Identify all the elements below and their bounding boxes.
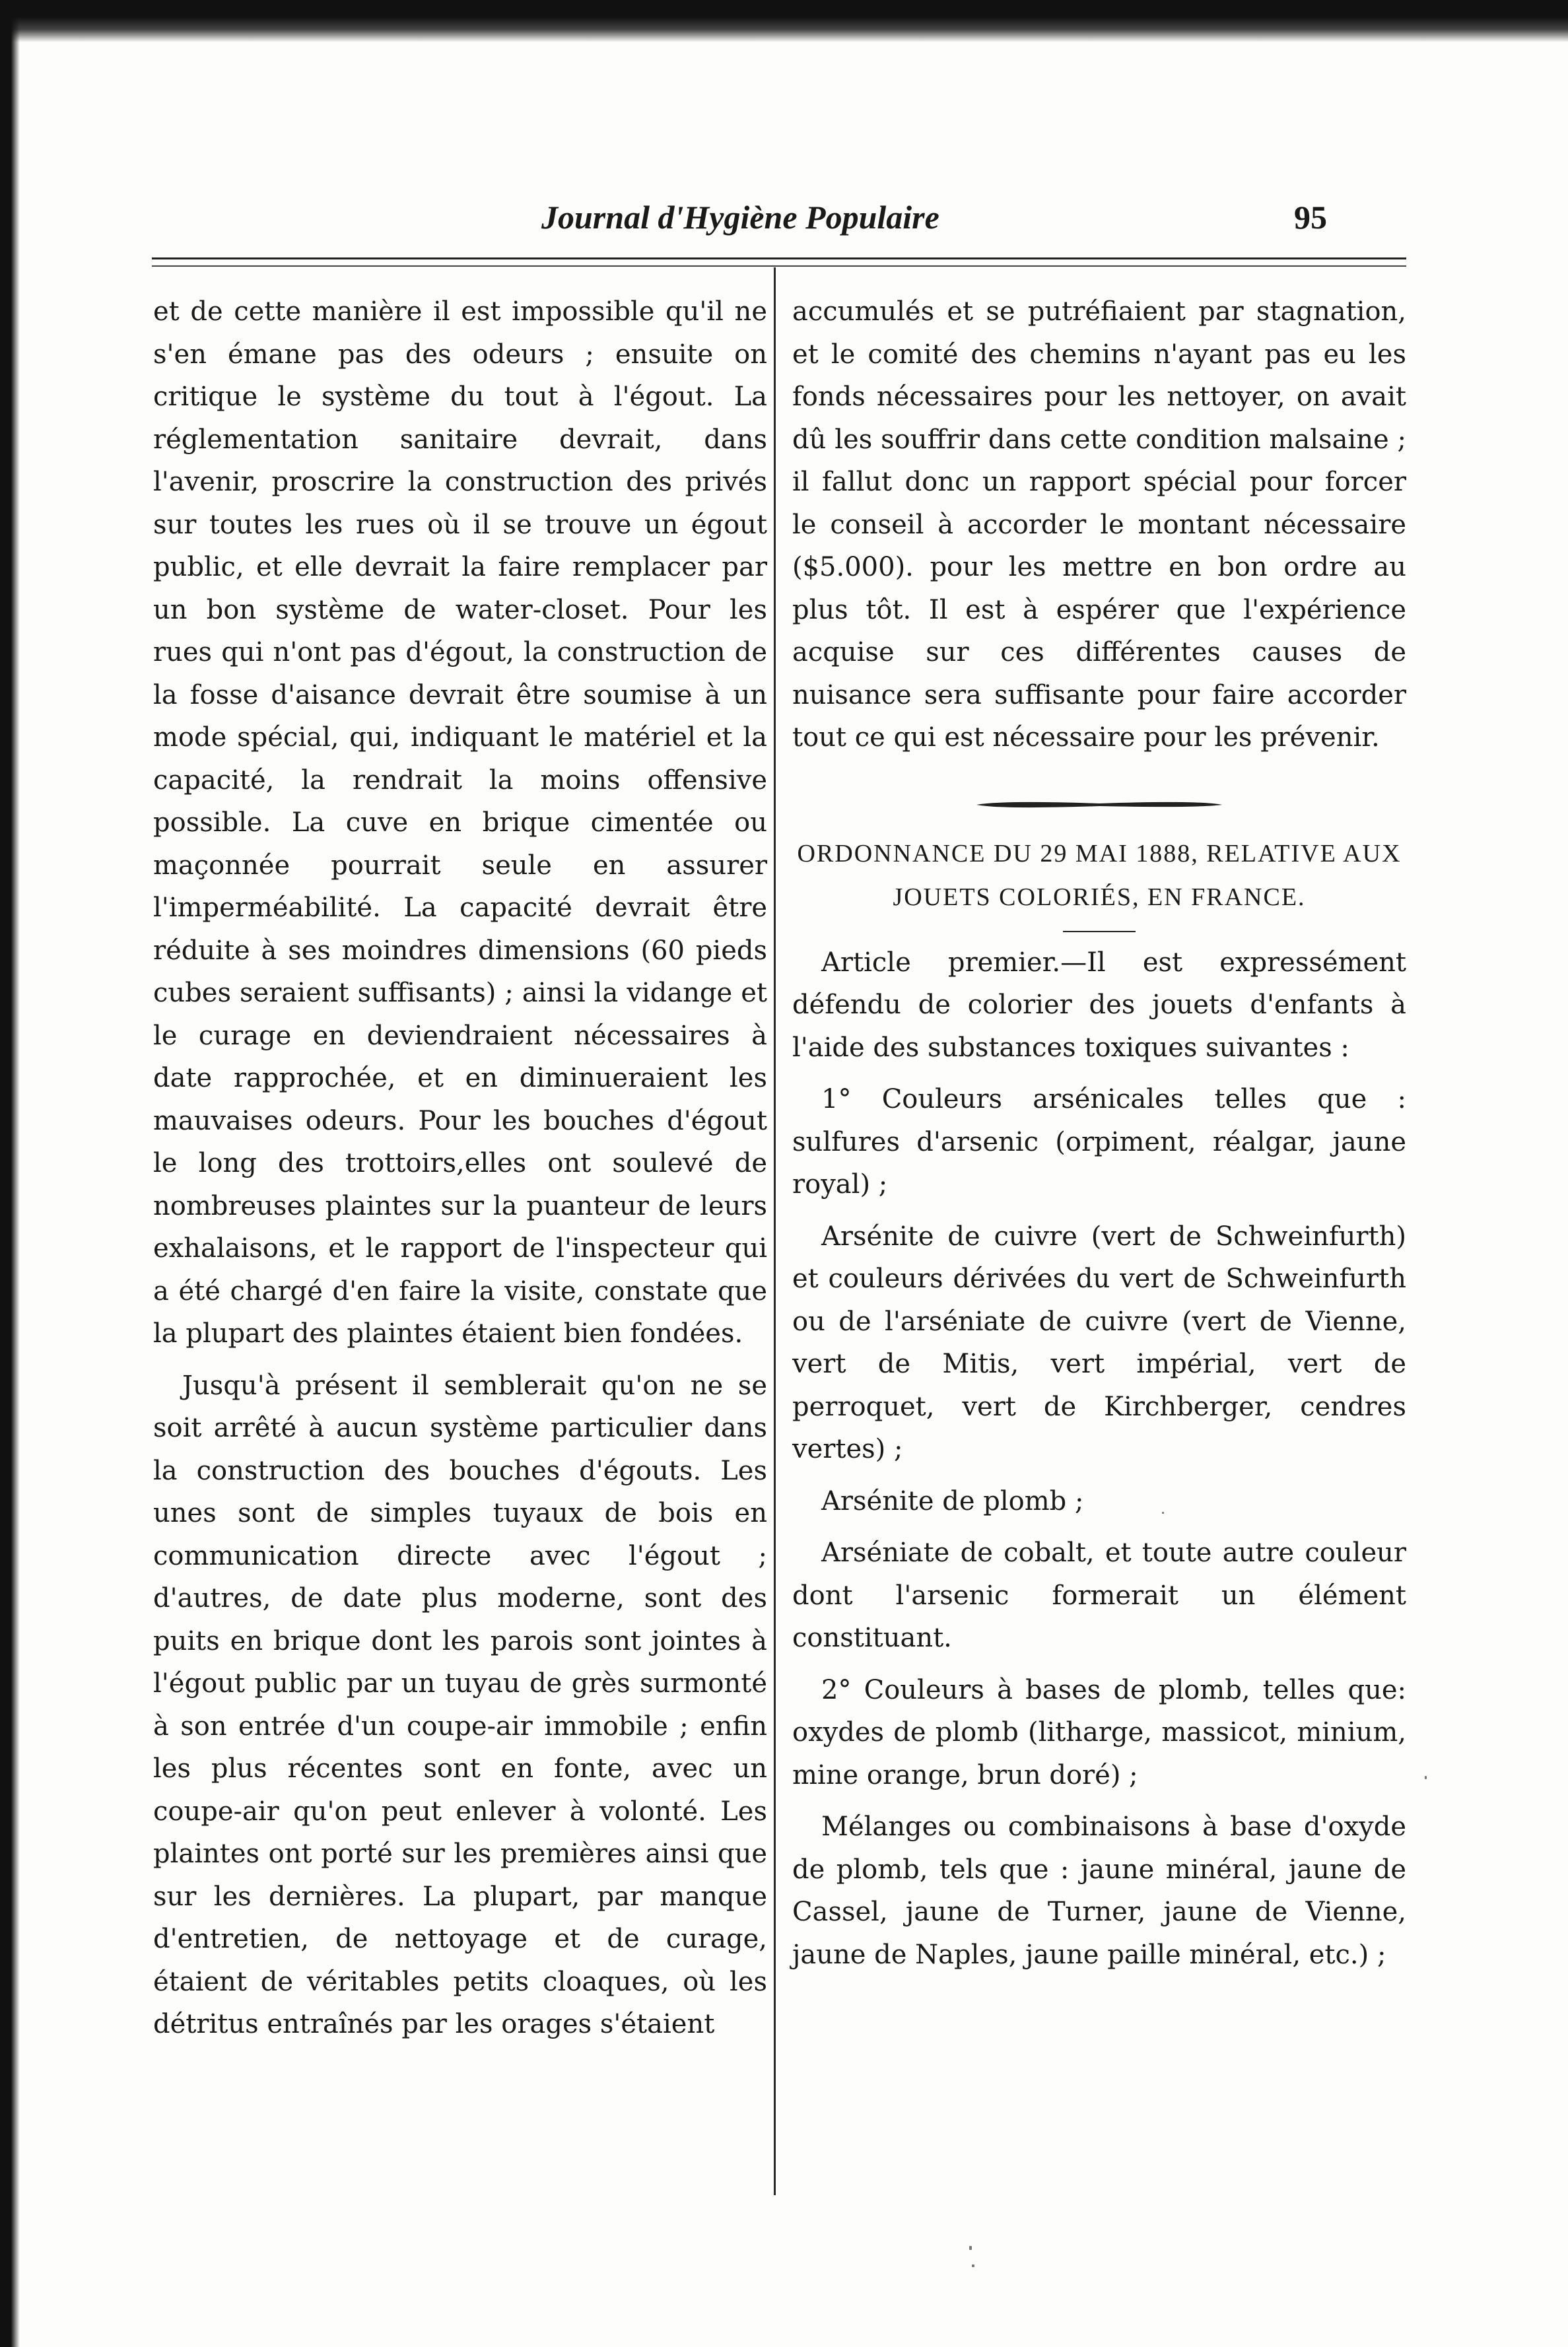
- scan-speck: [969, 2246, 972, 2250]
- right-paragraph-7: Mélanges ou combinaisons à base d'oxyde de plomb, tels que : jaune minéral, jaune de Cassel, jaune de Turner, jaune de Vienne, jaune de Naples, jaune paille minéral, etc.) ;: [792, 1812, 1406, 1970]
- right-paragraph-2: 1° Couleurs arsénicales telles que : sulfures d'arsenic (orpiment, réalgar, jaune royal) ;: [792, 1084, 1406, 1200]
- right-paragraph-1: Article premier.—Il est expressément défendu de colorier des jouets d'enfants à l'aide des substances toxiques suivantes :: [792, 947, 1406, 1063]
- scan-edge-left: [0, 0, 20, 2347]
- right-paragraph-6: 2° Couleurs à bases de plomb, telles que: oxydes de plomb (litharge, massicot, minium, mine orange, brun doré) ;: [792, 1674, 1406, 1790]
- right-column: [792, 290, 1406, 1976]
- running-title: Journal d'Hygiène Populaire: [541, 199, 939, 236]
- page-header: [0, 191, 1568, 251]
- left-paragraph-2: Jusqu'à présent il semblerait qu'on ne se soit arrêté à aucun système particulier dans la construction des bouches d'égouts. Les unes sont de simples tuyaux de bois en communication directe avec l'égout ; d'autres, de date plus moderne, sont des puits en brique dont les parois sont jointes à l'égout public par un tuyau de grès surmonté à son entrée d'un coupe-air immobile ; enfin les plus récentes sont en fonte, avec un coupe-air qu'on peut enlever à volonté. Les plaintes ont porté sur les premières ainsi que sur les dernières. La plupart, par manque d'entretien, de nettoyage et de curage, étaient de véritables petits cloaques, où les détritus entraînés par les orages s'étaient: [153, 1370, 767, 2039]
- scan-speck: [1425, 1776, 1427, 1779]
- title-rule: [1063, 931, 1136, 932]
- left-paragraph-1: et de cette manière il est impossible qu'il ne s'en émane pas des odeurs ; ensuite on critique le système du tout à l'égout. La réglementation sanitaire devrait, dans l'avenir, proscrire la construction des privés sur toutes les rues où il se trouve un égout public, et elle devrait la faire remplacer par un bon système de water-closet. Pour les rues qui n'ont pas d'égout, la construction de la fosse d'aisance devrait être soumise à un mode spécial, qui, indiquant le matériel et la capacité, la rendrait la moins offensive possible. La cuve en brique cimentée ou maçonnée pourrait seule en assurer l'imperméabilité. La capacité devrait être réduite à ses moindres dimensions (60 pieds cubes seraient suffisants) ; ainsi la vidange et le curage en deviendraient nécessaires à date rapprochée, et en diminueraient les mauvaises odeurs. Pour les bouches d'égout le long des trottoirs,elles ont soulevé de nombreuses plaintes sur la puanteur de leurs exhalaisons, et le rapport de l'inspecteur qui a été chargé d'en faire la visite, constate que la plupart des plaintes étaient bien fondées.: [153, 296, 767, 1349]
- ornament-rule-icon: [974, 798, 1225, 812]
- scan-speck: [972, 2264, 974, 2267]
- section-ornament: [792, 798, 1406, 812]
- column-divider: [774, 267, 776, 2195]
- continuation-paragraph: accumulés et se putréfiaient par stagnation, et le comité des chemins n'ayant pas eu les fonds nécessaires pour les nettoyer, on avait dû les souffrir dans cette condition malsaine ; il fallut donc un rapport spécial pour forcer le conseil à accorder le montant nécessaire ($5.000). pour les mettre en bon ordre au plus tôt. Il est à espérer que l'expérience acquise sur ces différentes causes de nuisance sera suffisante pour faire accorder tout ce qui est nécessaire pour les prévenir.: [792, 296, 1406, 753]
- page-number: 95: [1294, 199, 1327, 236]
- right-paragraph-5: Arséniate de cobalt, et toute autre couleur dont l'arsenic formerait un élément constituant.: [792, 1538, 1406, 1653]
- right-paragraph-3: Arsénite de cuivre (vert de Schweinfurth) et couleurs dérivées du vert de Schweinfurth ou de l'arséniate de cuivre (vert de Vienne, vert de Mitis, vert impérial, vert de perroquet, vert de Kirchberger, cendres vertes) ;: [792, 1221, 1406, 1464]
- header-rule: [152, 257, 1406, 267]
- right-paragraph-4: Arsénite de plomb ;: [821, 1485, 1084, 1516]
- section-title: ORDONNANCE DU 29 MAI 1888, RELATIVE AUX JOUETS COLORIÉS, EN FRANCE.: [797, 839, 1402, 911]
- scan-speck: [1162, 1512, 1164, 1514]
- scan-edge-top: [0, 0, 1568, 42]
- left-column: [153, 290, 767, 2046]
